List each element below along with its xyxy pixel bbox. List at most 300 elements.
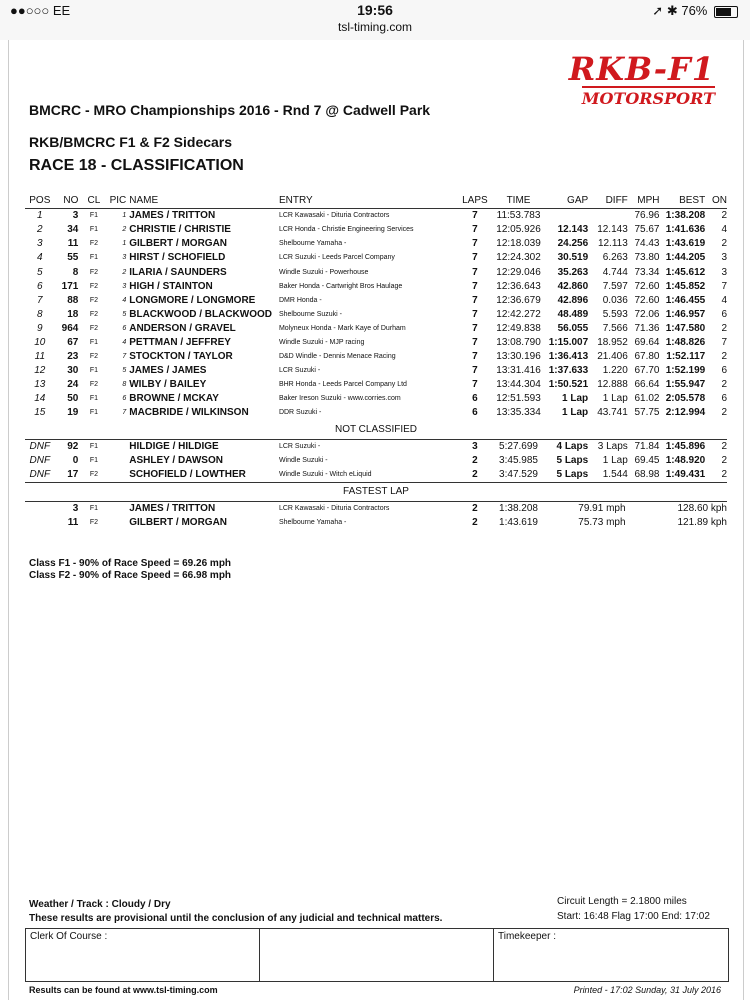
cell-lap: 2 — [472, 502, 478, 514]
event-title: BMCRC - MRO Championships 2016 - Rnd 7 @ Cadwell Park — [29, 102, 431, 118]
cell-laps: 7 — [472, 308, 478, 320]
cell-mph: 72.06 — [634, 308, 660, 320]
cell-mph: 69.45 — [634, 454, 660, 466]
cell-on: 7 — [721, 336, 727, 348]
cell-on: 3 — [721, 252, 727, 264]
cell-gap: 1:36.413 — [548, 351, 589, 363]
cell-best: 1:55.947 — [665, 379, 706, 391]
cell-diff: 3 Laps — [597, 440, 628, 452]
cell-diff: 1 Lap — [602, 454, 628, 466]
cell-laps: 6 — [472, 407, 478, 419]
cell-mph: 75.67 — [634, 224, 660, 236]
result-row — [25, 350, 727, 364]
cell-kph: 121.89 kph — [677, 516, 727, 528]
cell-laps: 7 — [472, 224, 478, 236]
cell-gap: 5 Laps — [556, 468, 589, 480]
cell-no: 24 — [67, 379, 79, 391]
cell-pos: DNF — [29, 468, 51, 480]
cell-time: 13:35.334 — [496, 407, 541, 419]
cell-no: 50 — [67, 393, 79, 405]
cell-time: 13:30.196 — [496, 351, 541, 363]
cell-class: F1 — [89, 442, 99, 450]
cell-entry: Baker Honda - Cartwright Bros Haulage — [278, 282, 403, 290]
cell-time: 12:18.039 — [496, 238, 541, 250]
results-page — [8, 40, 744, 1000]
signature-box — [25, 928, 729, 982]
cell-class: F1 — [89, 395, 99, 403]
cell-time: 1:38.208 — [499, 502, 538, 514]
cell-time: 3:47.529 — [499, 468, 538, 480]
cell-name: JAMES / TRITTON — [129, 210, 216, 222]
cell-entry: Windle Suzuki - — [278, 456, 328, 464]
cell-mph: 75.73 mph — [578, 516, 626, 528]
cell-name: ILARIA / SAUNDERS — [129, 266, 227, 278]
cell-best: 1:44.205 — [665, 252, 706, 264]
col-mph: MPH — [637, 195, 660, 207]
cell-best: 1:52.199 — [665, 365, 706, 377]
cell-class: F2 — [89, 282, 99, 290]
cell-entry: LCR Kawasaki - Dituria Contractors — [278, 212, 390, 220]
cell-gap: 1:15.007 — [548, 336, 589, 348]
cell-mph: 71.36 — [634, 322, 660, 334]
cell-class: F1 — [89, 504, 99, 512]
url-bar[interactable]: tsl-timing.com — [337, 20, 412, 34]
cell-pic: 3 — [122, 282, 127, 290]
cell-gap: 1:37.633 — [548, 365, 589, 377]
fastest-lap-label: FASTEST LAP — [25, 482, 727, 501]
cell-pic: 6 — [122, 395, 127, 403]
cell-pic: 5 — [122, 310, 127, 318]
race-timing: Start: 16:48 Flag 17:00 End: 17:02 — [557, 911, 710, 922]
header-row — [25, 194, 727, 209]
cell-diff: 0.036 — [602, 294, 628, 306]
cell-no: 3 — [72, 502, 79, 514]
cell-entry: Shelbourne Yamaha - — [278, 518, 347, 526]
cell-best: 1:48.826 — [665, 336, 706, 348]
cell-best: 1:43.619 — [665, 238, 706, 250]
cell-gap: 5 Laps — [556, 454, 589, 466]
cell-mph: 71.84 — [634, 440, 660, 452]
cell-name: ASHLEY / DAWSON — [129, 454, 223, 466]
result-row — [25, 280, 727, 294]
cell-no: 23 — [67, 351, 79, 363]
cell-pic: 7 — [122, 353, 127, 361]
cell-entry: LCR Suzuki - Leeds Parcel Company — [278, 254, 395, 262]
cell-class: F1 — [89, 367, 99, 375]
cell-class: F1 — [89, 338, 99, 346]
cell-entry: D&D Windle - Dennis Menace Racing — [278, 353, 396, 361]
not-classified-row — [25, 421, 727, 440]
cell-best: 1:46.957 — [665, 308, 706, 320]
cell-entry: DMR Honda - — [278, 296, 322, 304]
cell-entry: LCR Honda - Christie Engineering Services — [278, 226, 414, 234]
cell-pic — [110, 468, 127, 483]
cell-kph: 128.60 kph — [677, 502, 727, 514]
cell-diff: 12.113 — [597, 238, 628, 250]
cell-class: F2 — [89, 296, 99, 304]
cell-laps: 2 — [472, 468, 478, 480]
cell-name: GILBERT / MORGAN — [129, 516, 228, 528]
result-row — [25, 209, 727, 224]
printed-timestamp: Printed - 17:02 Sunday, 31 July 2016 — [573, 985, 721, 995]
cell-gap: 48.489 — [557, 308, 589, 320]
cell-time: 12:24.302 — [496, 252, 541, 264]
cell-gap: 30.519 — [557, 252, 589, 264]
cell-time: 12:36.643 — [496, 280, 541, 292]
cell-class: F2 — [89, 310, 99, 318]
cell-class: F2 — [89, 518, 99, 526]
cell-pic: 4 — [122, 338, 127, 346]
cell-pos: DNF — [29, 440, 51, 452]
cell-best: 1:47.580 — [665, 322, 706, 334]
cell-on: 2 — [721, 468, 727, 480]
cell-diff: 12.143 — [597, 224, 628, 236]
cell-pic — [110, 439, 127, 454]
cell-time: 5:27.699 — [499, 440, 538, 452]
cell-no: 30 — [67, 365, 79, 377]
cell-pic — [110, 516, 127, 530]
cell-class: F1 — [89, 456, 99, 464]
logo-main: RKB-F1 — [568, 50, 715, 88]
cell-mph: 74.43 — [634, 238, 660, 250]
cell-entry: Windle Suzuki - Witch eLiquid — [278, 470, 372, 478]
result-row — [25, 308, 727, 322]
cell-no: 92 — [67, 440, 79, 452]
location-icon: ➚ — [652, 3, 664, 18]
cell-best: 1:45.612 — [665, 266, 706, 278]
cell-entry: LCR Kawasaki - Dituria Contractors — [278, 504, 390, 512]
cell-diff: 18.952 — [597, 336, 628, 348]
col-on: ON — [712, 195, 727, 207]
cell-entry: Windle Suzuki - MJP racing — [278, 338, 365, 346]
cell-diff: 21.406 — [597, 351, 628, 363]
col-laps: LAPS — [462, 195, 488, 207]
cell-best: 2:05.578 — [665, 393, 706, 405]
col-name: NAME — [129, 195, 159, 207]
cell-name: CHRISTIE / CHRISTIE — [129, 224, 231, 236]
cell-on: 4 — [721, 224, 727, 236]
result-row — [25, 406, 727, 420]
cell-mph: 67.70 — [634, 365, 660, 377]
carrier-signal: ●●○○○ EE — [10, 3, 71, 18]
blank-signature — [260, 929, 494, 981]
fastest-lap-entry — [25, 501, 727, 516]
cell-entry: DDR Suzuki - — [278, 409, 322, 417]
cell-no: 11 — [67, 238, 79, 250]
cell-name: ANDERSON / GRAVEL — [129, 322, 236, 334]
cell-mph: 61.02 — [634, 393, 660, 405]
cell-name: LONGMORE / LONGMORE — [129, 294, 256, 306]
cell-class: F2 — [89, 268, 99, 276]
cell-no: 67 — [67, 336, 79, 348]
cell-lap: 2 — [472, 516, 478, 528]
results-body — [25, 209, 727, 421]
cell-laps: 7 — [472, 210, 478, 222]
cell-time: 13:31.416 — [496, 365, 541, 377]
cell-best: 1:38.208 — [665, 210, 706, 222]
weather-text: Weather / Track : Cloudy / Dry — [29, 899, 171, 910]
class-notes — [29, 558, 231, 582]
cell-mph: 72.60 — [634, 280, 660, 292]
battery-percent: 76% — [681, 3, 708, 18]
col-diff: DIFF — [605, 195, 628, 207]
cell-gap: 12.143 — [557, 224, 589, 236]
cell-pic — [110, 454, 127, 468]
cell-class: F1 — [89, 226, 99, 234]
result-row — [25, 378, 727, 392]
timekeeper: Timekeeper : — [498, 931, 556, 942]
cell-time: 1:43.619 — [499, 516, 538, 528]
cell-mph: 73.34 — [634, 266, 660, 278]
cell-pic: 2 — [122, 268, 127, 276]
cell-best: 1:48.920 — [665, 454, 706, 466]
cell-pos: 7 — [37, 294, 43, 306]
cell-gap: 56.055 — [557, 322, 589, 334]
cell-pic: 2 — [122, 226, 127, 234]
cell-laps: 7 — [472, 365, 478, 377]
cell-gap: 1 Lap — [562, 393, 589, 405]
cell-name: GILBERT / MORGAN — [129, 238, 228, 250]
cell-laps: 7 — [472, 351, 478, 363]
cell-pos: 5 — [37, 266, 43, 278]
cell-mph: 69.64 — [634, 336, 660, 348]
cell-entry: LCR Suzuki - — [278, 367, 321, 375]
result-row — [25, 322, 727, 336]
cell-gap: 1 Lap — [562, 407, 589, 419]
fastest-lap-row — [25, 482, 727, 501]
cell-on: 6 — [721, 393, 727, 405]
cell-diff: 43.741 — [597, 407, 628, 419]
cell-diff: 7.566 — [602, 322, 628, 334]
cell-mph: 66.64 — [634, 379, 660, 391]
cell-pic: 7 — [122, 409, 127, 417]
cell-class: F2 — [89, 381, 99, 389]
col-cl: CL — [87, 195, 101, 207]
provisional-text: These results are provisional until the conclusion of any judicial and technical matters. — [29, 913, 443, 924]
cell-no: 964 — [61, 322, 79, 334]
cell-pic: 3 — [122, 254, 127, 262]
result-row — [25, 251, 727, 265]
result-row — [25, 265, 727, 279]
cell-pic: 1 — [122, 212, 127, 220]
cell-on: 2 — [721, 440, 727, 452]
cell-diff: 12.888 — [597, 379, 628, 391]
cell-time: 12:49.838 — [496, 322, 541, 334]
cell-name: PETTMAN / JEFFREY — [129, 336, 231, 348]
cell-class: F1 — [89, 212, 99, 220]
cell-class: F2 — [89, 324, 99, 332]
cell-entry: Windle Suzuki - Powerhouse — [278, 268, 369, 276]
col-best: BEST — [679, 195, 706, 207]
col-gap: GAP — [567, 195, 589, 207]
cell-best: 1:52.117 — [666, 351, 706, 363]
circuit-length: Circuit Length = 2.1800 miles — [557, 896, 687, 907]
cell-diff: 6.263 — [602, 252, 628, 264]
cell-pos — [25, 501, 55, 516]
cell-name: SCHOFIELD / LOWTHER — [129, 468, 246, 480]
cell-on: 3 — [721, 266, 727, 278]
cell-on: 2 — [721, 351, 727, 363]
cell-time: 13:44.304 — [496, 379, 541, 391]
cell-on: 7 — [721, 280, 727, 292]
cell-time: 12:42.272 — [496, 308, 541, 320]
cell-diff: 1.544 — [602, 468, 628, 480]
cell-no: 8 — [72, 266, 79, 278]
cell-pos: 8 — [37, 308, 43, 320]
cell-entry: Shelbourne Suzuki - — [278, 310, 342, 318]
cell-no: 11 — [67, 516, 79, 528]
cell-pos: 2 — [37, 224, 43, 236]
cell-time: 11:53.783 — [496, 210, 541, 222]
results-table — [25, 194, 727, 530]
cell-pos: 6 — [37, 280, 43, 292]
cell-name: JAMES / JAMES — [129, 365, 207, 377]
cell-best: 2:12.994 — [665, 407, 706, 419]
cell-on: 2 — [721, 238, 727, 250]
clock: 19:56 — [357, 2, 393, 18]
cell-name: BLACKWOOD / BLACKWOOD — [129, 308, 272, 320]
cell-class: F1 — [89, 254, 99, 262]
bluetooth-icon: ✱ — [666, 3, 678, 18]
cell-name: HILDIGE / HILDIGE — [129, 440, 219, 452]
not-classified-label: NOT CLASSIFIED — [25, 421, 727, 440]
cell-laps: 3 — [472, 440, 478, 452]
cell-laps: 7 — [472, 322, 478, 334]
rkb-f1-logo — [565, 52, 715, 109]
cell-pos: 4 — [37, 252, 43, 264]
cell-on: 2 — [721, 379, 727, 391]
cell-entry: Baker Ireson Suzuki - www.corries.com — [278, 395, 401, 403]
cell-on: 2 — [721, 210, 727, 222]
series-title: RKB/BMCRC F1 & F2 Sidecars — [29, 134, 233, 150]
cell-name: MACBRIDE / WILKINSON — [129, 407, 249, 419]
cell-laps: 7 — [472, 280, 478, 292]
cell-time: 3:45.985 — [499, 454, 538, 466]
cell-class: F2 — [89, 470, 99, 478]
col-entry: ENTRY — [278, 195, 313, 207]
fastest-lap-entry — [25, 516, 727, 530]
cell-gap: 35.263 — [557, 266, 589, 278]
cell-laps: 7 — [472, 336, 478, 348]
cell-time: 12:29.046 — [496, 266, 541, 278]
result-row — [25, 237, 727, 251]
cell-entry: LCR Suzuki - — [278, 442, 321, 450]
cell-no: 17 — [67, 468, 79, 480]
cell-no: 19 — [67, 407, 79, 419]
fastest-lap-body — [25, 501, 727, 530]
clerk-of-course: Clerk Of Course : — [26, 929, 260, 981]
col-pic: PIC — [109, 195, 127, 207]
cell-diff: 7.597 — [602, 280, 628, 292]
cell-gap: 4 Laps — [556, 440, 589, 452]
cell-on: 2 — [721, 454, 727, 466]
cell-gap: 42.896 — [557, 294, 589, 306]
cell-time: 12:36.679 — [496, 294, 541, 306]
cell-pos: 12 — [34, 365, 46, 377]
cell-time: 12:51.593 — [496, 393, 541, 405]
cell-best: 1:41.636 — [665, 224, 706, 236]
cell-mph: 79.91 mph — [578, 502, 626, 514]
cell-diff: 5.593 — [602, 308, 628, 320]
result-row — [25, 364, 727, 378]
cell-on: 6 — [721, 365, 727, 377]
cell-diff: 1.220 — [602, 365, 628, 377]
cell-pic: 8 — [122, 381, 127, 389]
result-row — [25, 336, 727, 350]
cell-mph: 73.80 — [634, 252, 660, 264]
cell-best: 1:45.852 — [665, 280, 706, 292]
weather-block — [29, 898, 442, 926]
cell-no: 0 — [72, 454, 79, 466]
cell-pos: 15 — [34, 407, 46, 419]
dnf-row — [25, 439, 727, 454]
cell-laps: 7 — [472, 252, 478, 264]
cell-entry: BHR Honda - Leeds Parcel Company Ltd — [278, 381, 407, 389]
cell-no: 34 — [67, 224, 79, 236]
cell-laps: 7 — [472, 379, 478, 391]
result-row — [25, 223, 727, 237]
cell-pos: 10 — [34, 336, 46, 348]
cell-class: F2 — [89, 353, 99, 361]
cell-entry: Shelbourne Yamaha - — [278, 240, 347, 248]
cell-mph: 57.75 — [634, 407, 660, 419]
cell-time: 12:05.926 — [496, 224, 541, 236]
cell-on: 2 — [721, 322, 727, 334]
cell-pos: 9 — [37, 322, 43, 334]
col-no: NO — [63, 195, 79, 207]
cell-diff: 4.744 — [602, 266, 628, 278]
cell-pos: 3 — [37, 238, 43, 250]
cell-no: 55 — [67, 252, 79, 264]
cell-gap: 42.860 — [557, 280, 589, 292]
cell-mph: 72.60 — [634, 294, 660, 306]
result-row — [25, 294, 727, 308]
cell-pos: 1 — [37, 210, 43, 222]
cell-name: HIGH / STAINTON — [129, 280, 213, 292]
col-time: TIME — [506, 195, 531, 207]
cell-on: 6 — [721, 308, 727, 320]
cell-pos: 14 — [34, 393, 46, 405]
cell-pos: DNF — [29, 454, 51, 466]
dnf-row — [25, 468, 727, 483]
cell-name: HIRST / SCHOFIELD — [129, 252, 226, 264]
cell-diff: 1 Lap — [602, 393, 628, 405]
cell-name: WILBY / BAILEY — [129, 379, 207, 391]
cell-pos: 11 — [34, 351, 46, 363]
class-note-f1: Class F1 - 90% of Race Speed = 69.26 mph — [29, 558, 232, 569]
cell-name: BROWNE / MCKAY — [129, 393, 219, 405]
cell-no: 3 — [72, 210, 79, 222]
cell-best: 1:49.431 — [665, 468, 706, 480]
cell-gap — [544, 209, 588, 224]
cell-pic: 1 — [122, 240, 127, 248]
cell-pos: 13 — [34, 379, 46, 391]
battery-icon — [714, 6, 738, 18]
cell-pic: 4 — [122, 296, 127, 304]
cell-best: 1:46.455 — [665, 294, 706, 306]
cell-no: 18 — [67, 308, 79, 320]
cell-mph: 68.98 — [634, 468, 660, 480]
circuit-info — [557, 894, 710, 924]
cell-laps: 2 — [472, 454, 478, 466]
cell-class: F1 — [89, 409, 99, 417]
results-url: Results can be found at www.tsl-timing.com — [29, 985, 218, 995]
col-pos: POS — [29, 195, 51, 207]
cell-time: 13:08.790 — [496, 336, 541, 348]
cell-on: 4 — [721, 294, 727, 306]
cell-diff — [588, 209, 628, 224]
status-bar — [0, 0, 750, 40]
